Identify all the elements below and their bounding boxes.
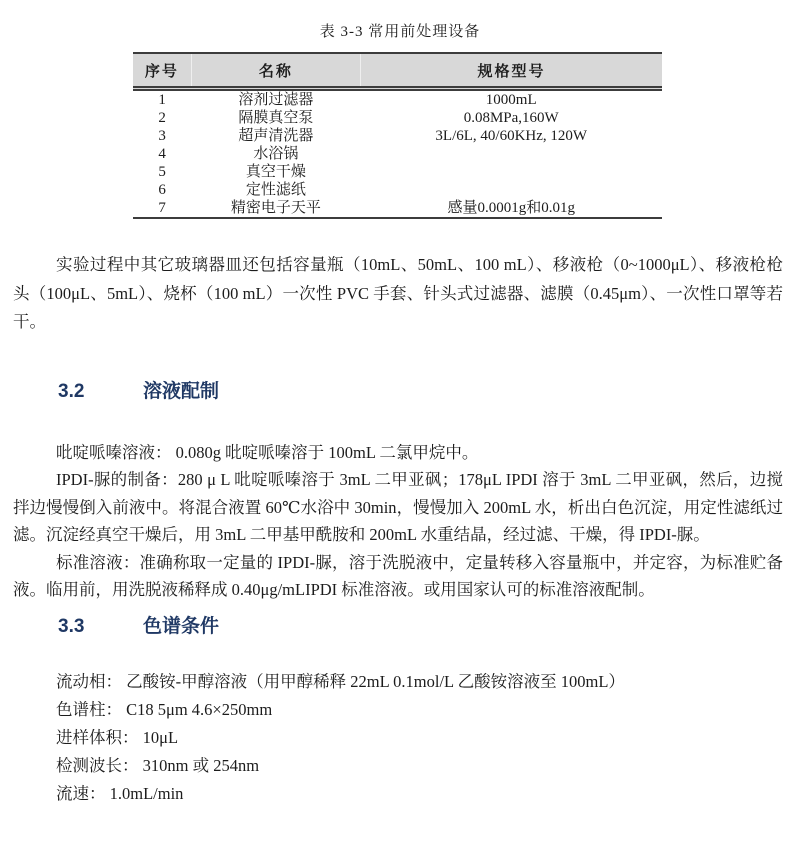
section-title: 溶液配制 xyxy=(143,380,220,402)
section-heading-3-3 xyxy=(13,614,783,640)
equipment-table-body xyxy=(133,89,662,219)
cell-name: 超声清洗器 xyxy=(238,128,314,144)
section-number: 3.3 xyxy=(58,615,85,637)
table-header-row xyxy=(133,53,662,89)
cell-no: 2 xyxy=(158,110,166,126)
cell-spec: 1000mL xyxy=(485,92,537,108)
table-row xyxy=(133,89,662,110)
cell-no: 4 xyxy=(158,146,166,162)
cell-spec: 3L/6L, 40/60KHz, 120W xyxy=(435,128,588,144)
cell-no: 3 xyxy=(158,128,166,144)
table-row xyxy=(133,199,662,218)
cell-spec: 感量0.0001g和0.01g xyxy=(447,200,575,216)
section-number: 3.2 xyxy=(58,380,85,402)
table-caption: 表 3-3 常用前处理设备 xyxy=(319,24,481,40)
header-cell-spec: 规格型号 xyxy=(360,53,662,89)
line-mobile-phase: 流动相： 乙酸铵-甲醇溶液（用甲醇稀释 22mL 0.1mol/L 乙酸铵溶液至 100mL） xyxy=(56,671,625,691)
table-row xyxy=(133,127,662,145)
paragraph-standard-solution: 标准溶液：准确称取一定量的 IPDI-脲，溶于洗脱液中，定量转移入容量瓶中，并定容，为标准贮备液。临用前，用洗脱液稀释成 0.40μg/mLIPDI 标准溶液。或用国家认可的标准溶液配制。 xyxy=(13,552,783,599)
table-row xyxy=(133,163,662,181)
table-row xyxy=(133,109,662,127)
cell-name: 溶剂过滤器 xyxy=(238,92,314,108)
paragraph-equipment-note: 实验过程中其它玻璃器皿还包括容量瓶（10mL、50mL、100 mL）、移液枪（0~1000μL）、移液枪枪头（100μL、5mL）、烧杯（100 mL）一次性 PVC 手套、针头式过滤器、滤膜（0.45μm）、一次性口罩等若干。 xyxy=(13,255,783,331)
table-row xyxy=(133,145,662,163)
table-row xyxy=(133,181,662,199)
paragraph-ipdi-urea-preparation: IPDI-脲的制备：280 μ L 吡啶哌嗪溶于 3mL 二甲亚砜；178μL IPDI 溶于 3mL 二甲亚砜，然后，边搅拌边慢慢倒入前液中。将混合液置 60℃水浴中 30min，慢慢加入 200mL 水，析出白色沉淀，用定性滤纸过滤。沉淀经真空干燥后，用 3mL 二甲基甲酰胺和 200mL 水重结晶，经过滤、干燥，得 IPDI-脲。 xyxy=(13,470,783,544)
section-3-2-content xyxy=(13,439,783,604)
cell-name: 真空干燥 xyxy=(245,164,306,180)
header-cell-no: 序号 xyxy=(133,53,191,89)
equipment-table-header xyxy=(133,53,662,89)
cell-name: 定性滤纸 xyxy=(245,182,306,198)
paragraph-pyridine-piperazine-solution: 吡啶哌嗪溶液： 0.080g 吡啶哌嗪溶于 100mL 二氯甲烷中。 xyxy=(56,442,479,462)
header-cell-name: 名称 xyxy=(191,53,360,89)
section-3-3-content xyxy=(13,668,783,808)
line-flow-rate: 流速： 1.0mL/min xyxy=(56,783,184,803)
cell-spec: 0.08MPa,160W xyxy=(463,110,559,126)
section-heading-3-2 xyxy=(13,379,783,405)
equipment-table xyxy=(133,52,662,219)
cell-no: 1 xyxy=(158,92,166,108)
section-title: 色谱条件 xyxy=(143,615,220,637)
cell-spec xyxy=(360,181,662,199)
cell-name: 精密电子天平 xyxy=(230,200,321,216)
cell-name: 隔膜真空泵 xyxy=(238,110,314,126)
cell-no: 7 xyxy=(158,200,166,216)
cell-no: 5 xyxy=(158,164,166,180)
cell-name: 水浴锅 xyxy=(253,146,299,162)
line-column: 色谱柱： C18 5μm 4.6×250mm xyxy=(56,699,273,719)
cell-spec xyxy=(360,145,662,163)
document-body xyxy=(13,251,783,808)
cell-spec xyxy=(360,163,662,181)
line-injection-volume: 进样体积： 10μL xyxy=(56,727,179,747)
cell-no: 6 xyxy=(158,182,166,198)
line-detection-wavelength: 检测波长： 310nm 或 254nm xyxy=(56,755,260,775)
